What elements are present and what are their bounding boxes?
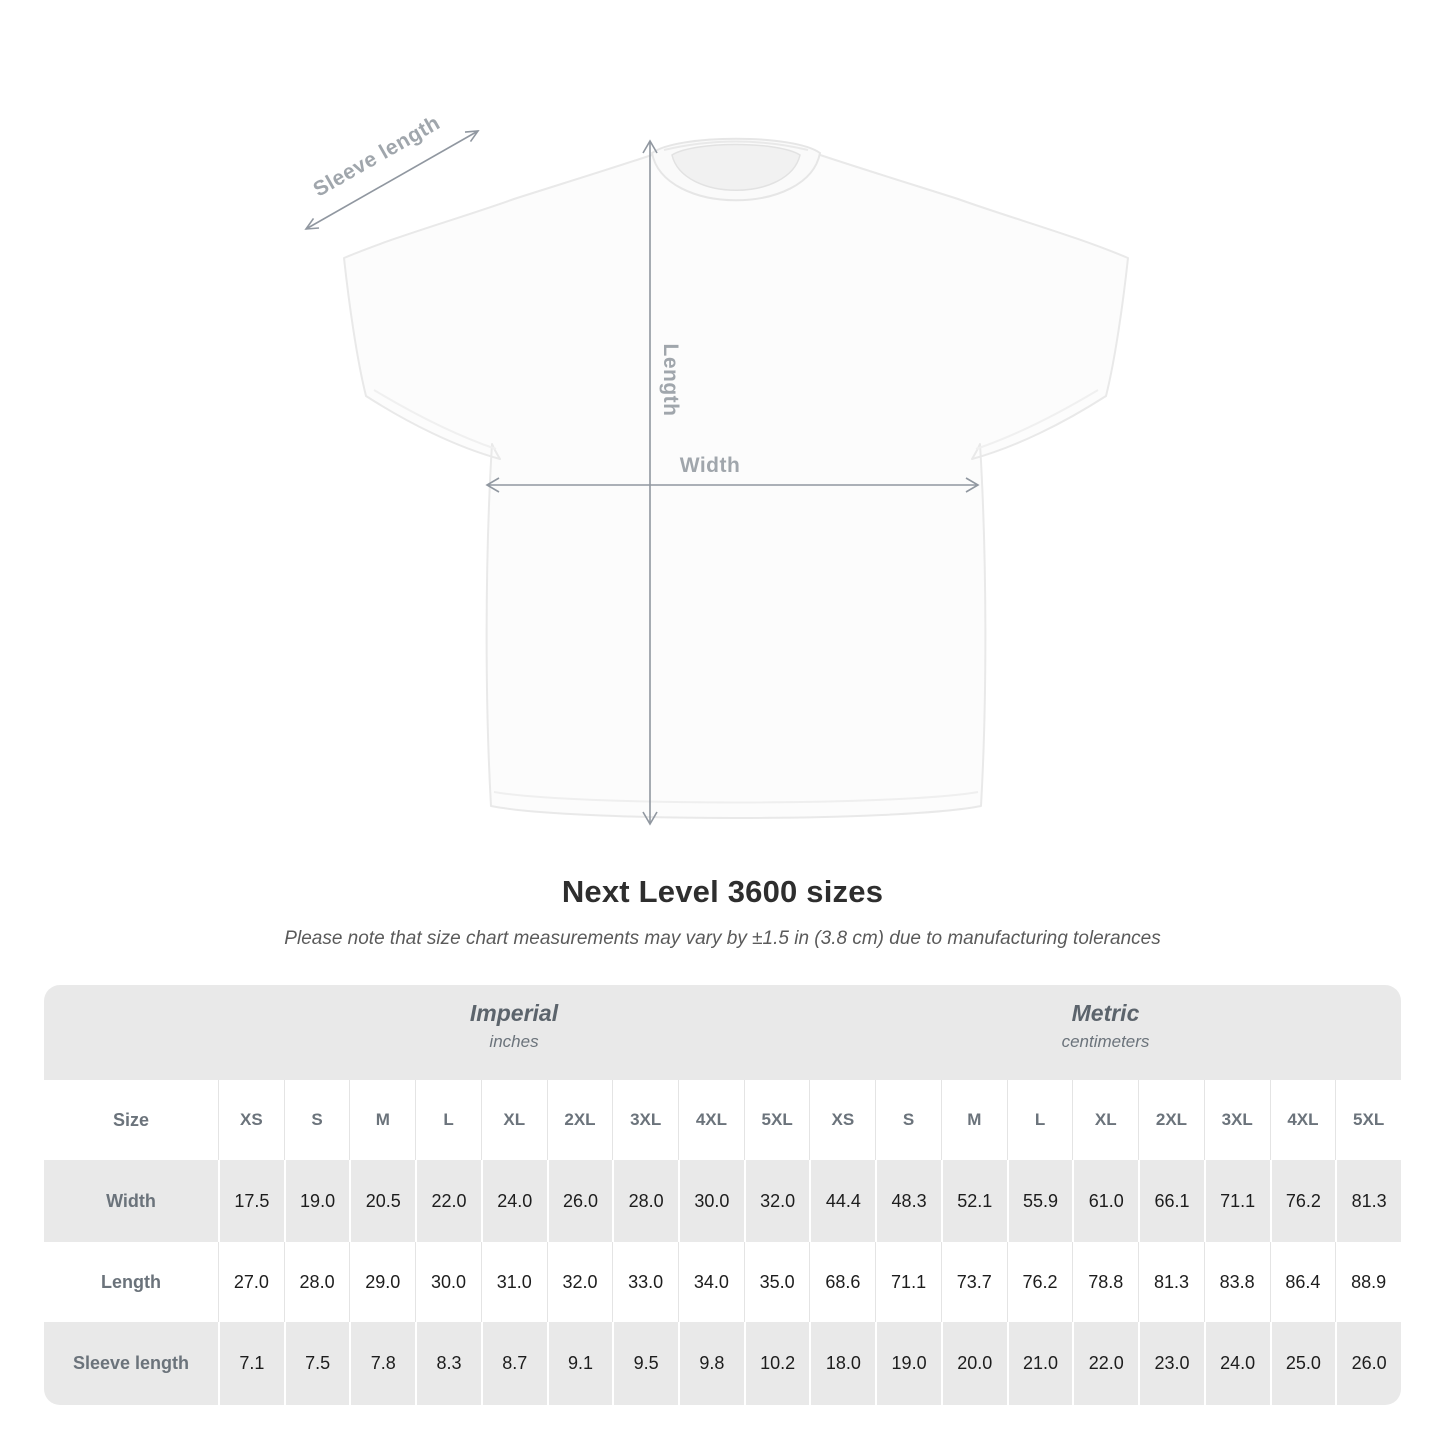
value-cell: 32.0 [744,1160,810,1242]
row-label-cell: Sleeve length [44,1322,218,1405]
value-cell: 9.5 [612,1322,678,1405]
value-cell: 76.2 [1270,1160,1336,1242]
value-cell: 71.1 [875,1242,941,1322]
value-cell: 10.2 [744,1322,810,1405]
value-cell: 33.0 [612,1242,678,1322]
value-cell: 44.4 [809,1160,875,1242]
unit-header-band [44,985,1401,1080]
value-cell: 30.0 [678,1160,744,1242]
value-cell: 48.3 [875,1160,941,1242]
value-cell: 86.4 [1270,1242,1336,1322]
value-cell: 9.1 [547,1322,613,1405]
size-table-grid [44,1080,1401,1405]
size-cell: 2XL [547,1080,613,1160]
size-cell: 2XL [1138,1080,1204,1160]
value-cell: 71.1 [1204,1160,1270,1242]
value-cell: 28.0 [612,1160,678,1242]
size-cell: L [415,1080,481,1160]
value-cell: 61.0 [1072,1160,1138,1242]
table-row [44,1160,1401,1242]
value-cell: 24.0 [1204,1322,1270,1405]
size-cell: XS [809,1080,875,1160]
size-cell: 5XL [1335,1080,1401,1160]
size-cell: M [941,1080,1007,1160]
value-cell: 8.3 [415,1322,481,1405]
value-cell: 68.6 [809,1242,875,1322]
metric-header [810,1000,1401,1052]
value-cell: 81.3 [1335,1160,1401,1242]
value-cell: 20.0 [941,1322,1007,1405]
tolerance-note: Please note that size chart measurements may vary by ±1.5 in (3.8 cm) due to manufacturing tolerances [284,928,1161,949]
sleeve-length-label: Sleeve length [309,111,445,202]
row-label-cell: Width [44,1160,218,1242]
size-cell: S [875,1080,941,1160]
size-cell: 4XL [678,1080,744,1160]
value-cell: 55.9 [1007,1160,1073,1242]
size-cell: XL [1072,1080,1138,1160]
value-cell: 19.0 [875,1322,941,1405]
size-cell: M [349,1080,415,1160]
metric-unit-label: centimeters [1061,1032,1150,1051]
value-cell: 9.8 [678,1322,744,1405]
size-cell: 3XL [612,1080,678,1160]
value-cell: 32.0 [547,1242,613,1322]
value-cell: 26.0 [547,1160,613,1242]
value-cell: 7.5 [284,1322,350,1405]
value-cell: 7.1 [218,1322,284,1405]
value-cell: 76.2 [1007,1242,1073,1322]
tshirt-illustration [344,145,1128,818]
size-cell: 4XL [1270,1080,1336,1160]
value-cell: 52.1 [941,1160,1007,1242]
value-cell: 34.0 [678,1242,744,1322]
value-cell: 81.3 [1138,1242,1204,1322]
length-label: Length [659,343,682,417]
page-title: Next Level 3600 sizes [561,874,884,909]
row-label-cell: Length [44,1242,218,1322]
size-cell: S [284,1080,350,1160]
size-cell: 3XL [1204,1080,1270,1160]
value-cell: 83.8 [1204,1242,1270,1322]
value-cell: 23.0 [1138,1322,1204,1405]
size-cell: XS [218,1080,284,1160]
imperial-header [218,1000,810,1052]
value-cell: 8.7 [481,1322,547,1405]
value-cell: 31.0 [481,1242,547,1322]
value-cell: 66.1 [1138,1160,1204,1242]
value-cell: 29.0 [349,1242,415,1322]
value-cell: 28.0 [284,1242,350,1322]
value-cell: 88.9 [1335,1242,1401,1322]
value-cell: 18.0 [809,1322,875,1405]
value-cell: 20.5 [349,1160,415,1242]
imperial-label: Imperial [469,1000,559,1026]
value-cell: 27.0 [218,1242,284,1322]
table-row [44,1080,1401,1160]
value-cell: 78.8 [1072,1242,1138,1322]
value-cell: 30.0 [415,1242,481,1322]
value-cell: 73.7 [941,1242,1007,1322]
size-cell: 5XL [744,1080,810,1160]
imperial-unit-label: inches [489,1032,539,1051]
value-cell: 22.0 [415,1160,481,1242]
width-label: Width [679,454,741,477]
value-cell: 22.0 [1072,1322,1138,1405]
metric-label: Metric [1071,1000,1140,1026]
value-cell: 26.0 [1335,1322,1401,1405]
table-row [44,1322,1401,1405]
size-cell: XL [481,1080,547,1160]
size-header-cell: Size [44,1080,218,1160]
value-cell: 19.0 [284,1160,350,1242]
table-row [44,1242,1401,1322]
size-table [44,985,1401,1405]
value-cell: 21.0 [1007,1322,1073,1405]
value-cell: 7.8 [349,1322,415,1405]
size-cell: L [1007,1080,1073,1160]
value-cell: 25.0 [1270,1322,1336,1405]
value-cell: 24.0 [481,1160,547,1242]
value-cell: 17.5 [218,1160,284,1242]
value-cell: 35.0 [744,1242,810,1322]
